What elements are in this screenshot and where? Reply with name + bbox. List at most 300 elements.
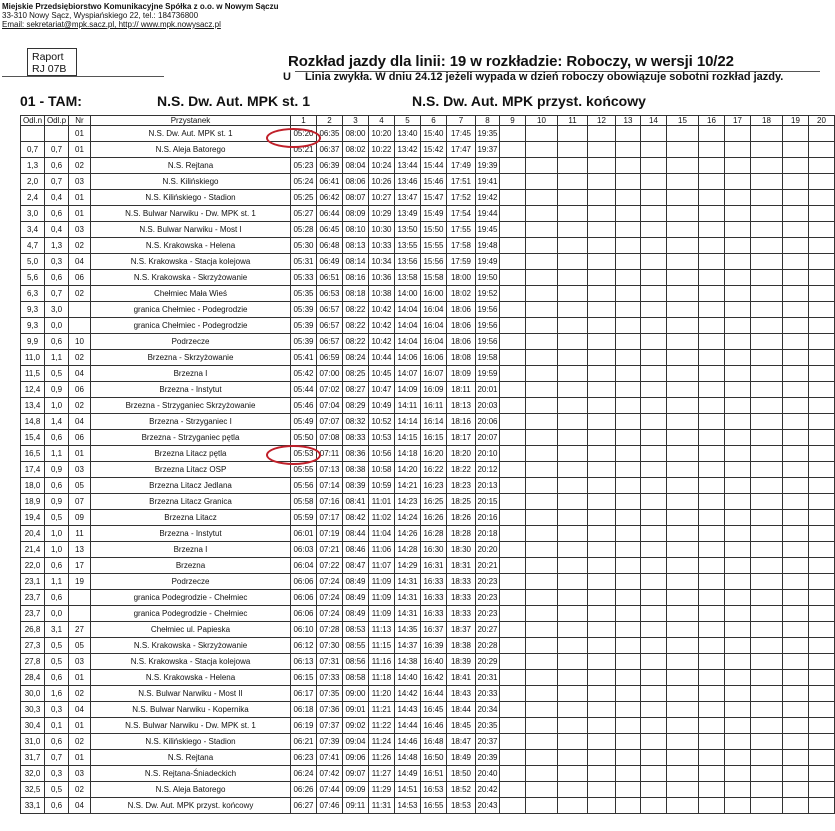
column-header: 11 — [558, 116, 588, 126]
empty-cell — [616, 462, 641, 478]
column-header: 13 — [616, 116, 641, 126]
departure-time: 07:24 — [317, 574, 343, 590]
empty-cell — [526, 606, 558, 622]
departure-time: 05:39 — [291, 302, 317, 318]
departure-time: 20:29 — [476, 654, 500, 670]
empty-cell — [783, 238, 809, 254]
departure-time: 19:58 — [476, 350, 500, 366]
departure-time: 07:33 — [317, 670, 343, 686]
departure-time: 08:41 — [343, 494, 369, 510]
departure-time: 14:46 — [395, 734, 421, 750]
departure-time: 08:53 — [343, 622, 369, 638]
row-meta: 03 — [69, 654, 91, 670]
column-header: Przystanek — [91, 116, 291, 126]
table-row — [21, 462, 835, 478]
empty-cell — [588, 670, 616, 686]
row-meta: 01 — [69, 750, 91, 766]
departure-time: 15:56 — [421, 254, 447, 270]
departure-time: 18:52 — [447, 782, 476, 798]
empty-cell — [809, 670, 835, 686]
empty-cell — [616, 174, 641, 190]
departure-time: 10:38 — [369, 286, 395, 302]
empty-cell — [809, 702, 835, 718]
departure-time: 14:31 — [395, 574, 421, 590]
row-meta: 07 — [69, 494, 91, 510]
departure-time: 10:52 — [369, 414, 395, 430]
departure-time: 18:06 — [447, 334, 476, 350]
stop-name: N.S. Krakowska - Stacja kolejowa — [91, 654, 291, 670]
empty-cell — [699, 670, 725, 686]
empty-cell — [500, 782, 526, 798]
departure-time: 09:02 — [343, 718, 369, 734]
empty-cell — [558, 254, 588, 270]
empty-cell — [783, 318, 809, 334]
empty-cell — [616, 494, 641, 510]
empty-cell — [699, 734, 725, 750]
empty-cell — [500, 270, 526, 286]
empty-cell — [588, 446, 616, 462]
table-row — [21, 558, 835, 574]
empty-cell — [641, 382, 667, 398]
departure-time: 11:09 — [369, 606, 395, 622]
company-contact: Email: sekretariat@mpk.sacz.pl, http:// www.mpk.nowysacz.pl — [2, 20, 221, 29]
empty-cell — [616, 366, 641, 382]
empty-cell — [558, 222, 588, 238]
row-meta: 05 — [69, 478, 91, 494]
table-row — [21, 574, 835, 590]
empty-cell — [725, 478, 751, 494]
departure-time: 11:27 — [369, 766, 395, 782]
departure-time: 10:20 — [369, 126, 395, 142]
departure-time: 13:55 — [395, 238, 421, 254]
departure-time: 14:04 — [395, 318, 421, 334]
empty-cell — [641, 222, 667, 238]
departure-time: 20:12 — [476, 462, 500, 478]
departure-time: 18:16 — [447, 414, 476, 430]
empty-cell — [641, 702, 667, 718]
stop-name: Chełmiec ul. Papieska — [91, 622, 291, 638]
column-header: 2 — [317, 116, 343, 126]
empty-cell — [588, 270, 616, 286]
table-row — [21, 766, 835, 782]
empty-cell — [558, 798, 588, 814]
departure-time: 16:37 — [421, 622, 447, 638]
departure-time: 20:34 — [476, 702, 500, 718]
departure-time: 18:17 — [447, 430, 476, 446]
empty-cell — [751, 318, 783, 334]
row-meta: 5,0 — [21, 254, 45, 270]
empty-cell — [588, 702, 616, 718]
empty-cell — [616, 334, 641, 350]
empty-cell — [783, 798, 809, 814]
empty-cell — [809, 750, 835, 766]
empty-cell — [588, 734, 616, 750]
departure-time: 05:27 — [291, 206, 317, 222]
departure-time: 10:59 — [369, 478, 395, 494]
empty-cell — [667, 478, 699, 494]
highlight-oval-first-departures — [266, 128, 321, 148]
empty-cell — [558, 478, 588, 494]
empty-cell — [809, 654, 835, 670]
empty-cell — [699, 158, 725, 174]
table-row — [21, 142, 835, 158]
departure-time: 11:24 — [369, 734, 395, 750]
empty-cell — [783, 142, 809, 158]
departure-time: 11:13 — [369, 622, 395, 638]
empty-cell — [500, 142, 526, 158]
empty-cell — [558, 462, 588, 478]
departure-time: 10:30 — [369, 222, 395, 238]
empty-cell — [783, 510, 809, 526]
departure-time: 11:20 — [369, 686, 395, 702]
departure-time: 14:29 — [395, 558, 421, 574]
departure-time: 08:46 — [343, 542, 369, 558]
empty-cell — [783, 750, 809, 766]
row-meta: 04 — [69, 798, 91, 814]
empty-cell — [641, 750, 667, 766]
empty-cell — [588, 350, 616, 366]
empty-cell — [558, 414, 588, 430]
empty-cell — [616, 542, 641, 558]
departure-time: 14:18 — [395, 446, 421, 462]
empty-cell — [725, 254, 751, 270]
departure-time: 06:27 — [291, 798, 317, 814]
departure-time: 18:45 — [447, 718, 476, 734]
empty-cell — [783, 782, 809, 798]
empty-cell — [500, 526, 526, 542]
empty-cell — [616, 350, 641, 366]
departure-time: 06:59 — [317, 350, 343, 366]
empty-cell — [641, 318, 667, 334]
empty-cell — [641, 654, 667, 670]
departure-time: 08:58 — [343, 670, 369, 686]
departure-time: 11:26 — [369, 750, 395, 766]
empty-cell — [588, 590, 616, 606]
row-meta — [21, 126, 45, 142]
empty-cell — [667, 270, 699, 286]
departure-time: 19:37 — [476, 142, 500, 158]
departure-time: 18:20 — [447, 446, 476, 462]
empty-cell — [558, 286, 588, 302]
empty-cell — [699, 686, 725, 702]
empty-cell — [588, 318, 616, 334]
empty-cell — [699, 750, 725, 766]
departure-time: 06:51 — [317, 270, 343, 286]
row-meta: 02 — [69, 686, 91, 702]
departure-time: 06:03 — [291, 542, 317, 558]
departure-time: 07:39 — [317, 734, 343, 750]
empty-cell — [500, 366, 526, 382]
empty-cell — [699, 318, 725, 334]
empty-cell — [558, 574, 588, 590]
empty-cell — [667, 366, 699, 382]
departure-time: 07:41 — [317, 750, 343, 766]
stop-name: N.S. Rejtana-Śniadeckich — [91, 766, 291, 782]
empty-cell — [641, 398, 667, 414]
row-meta: 0,9 — [45, 462, 69, 478]
departure-time: 07:36 — [317, 702, 343, 718]
departure-time: 08:13 — [343, 238, 369, 254]
empty-cell — [500, 286, 526, 302]
empty-cell — [641, 574, 667, 590]
empty-cell — [725, 622, 751, 638]
table-row — [21, 526, 835, 542]
row-meta: 03 — [69, 462, 91, 478]
empty-cell — [588, 158, 616, 174]
departure-time: 05:58 — [291, 494, 317, 510]
column-header: 15 — [667, 116, 699, 126]
departure-time: 14:04 — [395, 302, 421, 318]
empty-cell — [725, 798, 751, 814]
empty-cell — [500, 398, 526, 414]
row-meta: 02 — [69, 238, 91, 254]
row-meta: 1,3 — [21, 158, 45, 174]
empty-cell — [725, 142, 751, 158]
column-header: 10 — [526, 116, 558, 126]
empty-cell — [809, 414, 835, 430]
empty-cell — [500, 190, 526, 206]
empty-cell — [783, 174, 809, 190]
departure-time: 20:23 — [476, 574, 500, 590]
empty-cell — [616, 222, 641, 238]
empty-cell — [699, 462, 725, 478]
table-row — [21, 126, 835, 142]
departure-time: 19:56 — [476, 302, 500, 318]
empty-cell — [699, 254, 725, 270]
row-meta: 0,3 — [45, 766, 69, 782]
empty-cell — [667, 462, 699, 478]
departure-time: 11:02 — [369, 510, 395, 526]
departure-time: 07:16 — [317, 494, 343, 510]
departure-time: 10:56 — [369, 446, 395, 462]
empty-cell — [725, 286, 751, 302]
empty-cell — [500, 334, 526, 350]
raport-code: RJ 07B — [32, 63, 67, 75]
row-meta: 4,7 — [21, 238, 45, 254]
departure-time: 06:39 — [317, 158, 343, 174]
empty-cell — [500, 126, 526, 142]
empty-cell — [783, 190, 809, 206]
header-rule-left — [2, 76, 164, 77]
empty-cell — [588, 638, 616, 654]
stop-name: N.S. Bulwar Narwiku - Most I — [91, 222, 291, 238]
empty-cell — [616, 446, 641, 462]
departure-time: 06:06 — [291, 590, 317, 606]
stop-name: Brzezna — [91, 558, 291, 574]
empty-cell — [558, 158, 588, 174]
empty-cell — [783, 286, 809, 302]
departure-time: 08:07 — [343, 190, 369, 206]
empty-cell — [699, 478, 725, 494]
stop-name: Brzezna - Skrzyżowanie — [91, 350, 291, 366]
departure-time: 17:45 — [447, 126, 476, 142]
empty-cell — [751, 350, 783, 366]
row-meta: 28,4 — [21, 670, 45, 686]
empty-cell — [667, 590, 699, 606]
departure-time: 08:22 — [343, 334, 369, 350]
row-meta: 1,0 — [45, 542, 69, 558]
departure-time: 16:09 — [421, 382, 447, 398]
row-meta: 23,7 — [21, 590, 45, 606]
empty-cell — [641, 638, 667, 654]
empty-cell — [641, 606, 667, 622]
departure-time: 15:40 — [421, 126, 447, 142]
table-row — [21, 686, 835, 702]
departure-time: 14:20 — [395, 462, 421, 478]
empty-cell — [725, 494, 751, 510]
row-meta: 01 — [69, 206, 91, 222]
departure-time: 14:06 — [395, 350, 421, 366]
row-meta: 17,4 — [21, 462, 45, 478]
column-header: 18 — [751, 116, 783, 126]
empty-cell — [783, 222, 809, 238]
departure-time: 08:49 — [343, 574, 369, 590]
empty-cell — [526, 766, 558, 782]
row-meta: 2,0 — [21, 174, 45, 190]
empty-cell — [500, 542, 526, 558]
departure-time: 10:44 — [369, 350, 395, 366]
empty-cell — [500, 718, 526, 734]
departure-time: 08:22 — [343, 302, 369, 318]
table-row — [21, 478, 835, 494]
empty-cell — [809, 558, 835, 574]
column-header: 7 — [447, 116, 476, 126]
departure-time: 07:17 — [317, 510, 343, 526]
empty-cell — [751, 446, 783, 462]
empty-cell — [783, 302, 809, 318]
departure-time: 18:37 — [447, 622, 476, 638]
empty-cell — [751, 574, 783, 590]
table-row — [21, 398, 835, 414]
departure-time: 06:17 — [291, 686, 317, 702]
empty-cell — [558, 382, 588, 398]
empty-cell — [526, 302, 558, 318]
empty-cell — [809, 142, 835, 158]
empty-cell — [809, 238, 835, 254]
row-meta: 0,3 — [45, 702, 69, 718]
departure-time: 20:27 — [476, 622, 500, 638]
departure-time: 07:14 — [317, 478, 343, 494]
empty-cell — [809, 270, 835, 286]
row-meta: 16,5 — [21, 446, 45, 462]
departure-time: 11:09 — [369, 574, 395, 590]
departure-time: 18:06 — [447, 302, 476, 318]
empty-cell — [809, 734, 835, 750]
empty-cell — [616, 798, 641, 814]
departure-time: 05:53 — [291, 446, 317, 462]
empty-cell — [725, 638, 751, 654]
row-meta: 20,4 — [21, 526, 45, 542]
stop-name: N.S. Krakowska - Stacja kolejowa — [91, 254, 291, 270]
empty-cell — [588, 462, 616, 478]
stop-name: granica Chełmiec - Podegrodzie — [91, 318, 291, 334]
empty-cell — [616, 606, 641, 622]
empty-cell — [500, 382, 526, 398]
empty-cell — [667, 206, 699, 222]
empty-cell — [751, 462, 783, 478]
empty-cell — [616, 126, 641, 142]
departure-time: 19:56 — [476, 334, 500, 350]
empty-cell — [809, 158, 835, 174]
empty-cell — [809, 190, 835, 206]
stop-name: N.S. Aleja Batorego — [91, 782, 291, 798]
row-meta: 30,4 — [21, 718, 45, 734]
empty-cell — [751, 254, 783, 270]
empty-cell — [667, 254, 699, 270]
departure-time: 20:21 — [476, 558, 500, 574]
departure-time: 06:45 — [317, 222, 343, 238]
row-meta: 19 — [69, 574, 91, 590]
stop-name: N.S. Aleja Batorego — [91, 142, 291, 158]
empty-cell — [725, 766, 751, 782]
empty-cell — [500, 638, 526, 654]
empty-cell — [641, 190, 667, 206]
departure-time: 09:09 — [343, 782, 369, 798]
empty-cell — [725, 350, 751, 366]
row-meta: 23,7 — [21, 606, 45, 622]
departure-time: 16:40 — [421, 654, 447, 670]
departure-time: 16:31 — [421, 558, 447, 574]
empty-cell — [751, 686, 783, 702]
empty-cell — [588, 334, 616, 350]
row-meta: 26,8 — [21, 622, 45, 638]
empty-cell — [783, 414, 809, 430]
empty-cell — [500, 590, 526, 606]
row-meta — [69, 606, 91, 622]
empty-cell — [783, 254, 809, 270]
empty-cell — [751, 222, 783, 238]
empty-cell — [751, 590, 783, 606]
row-meta: 01 — [69, 142, 91, 158]
row-meta: 10 — [69, 334, 91, 350]
empty-cell — [751, 798, 783, 814]
empty-cell — [751, 510, 783, 526]
empty-cell — [500, 174, 526, 190]
empty-cell — [616, 638, 641, 654]
empty-cell — [783, 350, 809, 366]
empty-cell — [588, 750, 616, 766]
departure-time: 20:10 — [476, 446, 500, 462]
empty-cell — [667, 526, 699, 542]
departure-time: 13:49 — [395, 206, 421, 222]
empty-cell — [751, 158, 783, 174]
departure-time: 06:19 — [291, 718, 317, 734]
departure-time: 20:39 — [476, 750, 500, 766]
stop-name: N.S. Dw. Aut. MPK przyst. końcowy — [91, 798, 291, 814]
raport-label: Raport — [32, 51, 64, 63]
empty-cell — [526, 222, 558, 238]
table-row — [21, 158, 835, 174]
departure-time: 20:35 — [476, 718, 500, 734]
departure-time: 06:13 — [291, 654, 317, 670]
empty-cell — [500, 622, 526, 638]
empty-cell — [616, 670, 641, 686]
empty-cell — [641, 734, 667, 750]
empty-cell — [616, 430, 641, 446]
empty-cell — [500, 206, 526, 222]
row-meta: 14,8 — [21, 414, 45, 430]
empty-cell — [699, 510, 725, 526]
empty-cell — [526, 238, 558, 254]
empty-cell — [699, 542, 725, 558]
empty-cell — [588, 302, 616, 318]
column-header: Odl.n — [21, 116, 45, 126]
departure-time: 19:39 — [476, 158, 500, 174]
empty-cell — [641, 302, 667, 318]
departure-time: 20:15 — [476, 494, 500, 510]
empty-cell — [809, 718, 835, 734]
empty-cell — [558, 734, 588, 750]
